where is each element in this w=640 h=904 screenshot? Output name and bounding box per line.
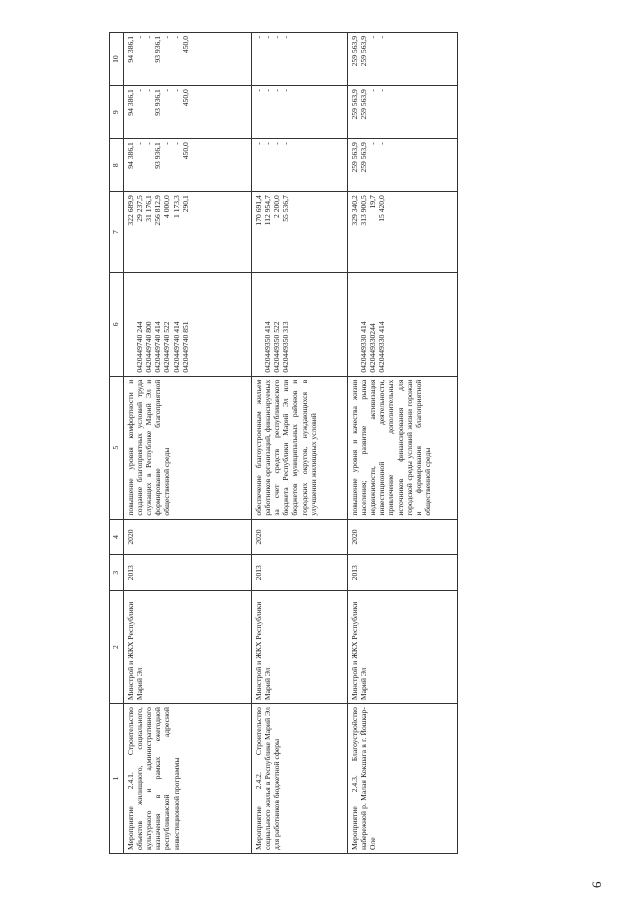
amount-col8: - [368, 142, 378, 145]
budget-code [254, 276, 263, 373]
amount-col10: 450,0 [180, 36, 190, 54]
budget-code-cell [348, 272, 458, 376]
start-year: 2013 [124, 555, 252, 591]
amount-total: 31 176,1 [144, 195, 154, 222]
start-year: 2013 [348, 555, 458, 591]
budget-code: 0420449740 244 [135, 321, 145, 373]
amount-col9: 94 386,1 [126, 89, 135, 116]
amount-col8: 93 936,1 [153, 142, 163, 169]
program-table [109, 32, 458, 854]
amount-total: 29 237,5 [135, 195, 145, 222]
table-row [124, 33, 252, 854]
budget-code: 0420449740 800 [144, 321, 154, 373]
col-header-3: 3 [110, 555, 124, 591]
amount-col9: - [135, 89, 145, 92]
amount-col8-cell [348, 139, 458, 192]
end-year: 2020 [252, 519, 348, 555]
start-year: 2013 [252, 555, 348, 591]
amount-total: 112 954,7 [263, 195, 273, 226]
amount-col9: - [281, 89, 291, 92]
expected-result: обеспечение благоустроенным жильем работников организаций, финансируемых за счет средств республиканского бюджета Республики Марий Эл или бюджетов муниципальных районов и городских округов, нуждающихся в улучшении жилищных условий [252, 376, 348, 519]
measure-title: Мероприятие 2.4.2. Строительство социального жилья в Республике Марий Эл для работников бюджетной сферы [252, 704, 348, 854]
amount-col9-cell [252, 86, 348, 139]
amount-col9: 450,0 [180, 89, 190, 107]
expected-result: повышение уровня комфортности и создание благоприятных условий труда служащих в Республике Марий Эл и формирование благоприятной общественной среды [124, 376, 252, 519]
amount-col8: - [144, 142, 154, 145]
col-header-7: 7 [110, 192, 124, 273]
amount-col10: - [144, 36, 154, 39]
amount-col8-cell [124, 139, 252, 192]
budget-code: 0420449740 414 [153, 321, 163, 373]
amount-total: 55 536,7 [281, 195, 291, 222]
amount-col9-cell [348, 86, 458, 139]
amount-total: 170 691,4 [254, 195, 263, 226]
budget-code: 0420449740 414 [171, 321, 181, 373]
amount-col10: - [272, 36, 282, 39]
budget-code: 0420449330244 [368, 323, 378, 373]
col-header-6: 6 [110, 272, 124, 376]
amount-col10: - [263, 36, 273, 39]
header-row [110, 33, 124, 854]
amount-total: 19,7 [368, 195, 378, 209]
amount-col9: 93 936,1 [153, 89, 163, 116]
amount-col8: 450,0 [180, 142, 190, 160]
budget-code: 0420449330 414 [377, 321, 387, 373]
budget-code-cell [252, 272, 348, 376]
end-year: 2020 [124, 519, 252, 555]
amount-total-cell [124, 192, 252, 273]
measure-title: Мероприятие 2.4.3. Благоустройство набережной р. Малая Кокшага в г. Йошкар-Оле [348, 704, 458, 854]
budget-code: 0420449350 414 [263, 321, 273, 373]
col-header-2: 2 [110, 591, 124, 704]
amount-col9: - [272, 89, 282, 92]
amount-col8: 94 386,1 [126, 142, 135, 169]
table-row [252, 33, 348, 854]
amount-col8: - [281, 142, 291, 145]
col-header-10: 10 [110, 33, 124, 86]
executor: Минстрой и ЖКХ Республики Марий Эл [348, 591, 458, 704]
executor: Минстрой и ЖКХ Республики Марий Эл [124, 591, 252, 704]
expected-result: повышение уровня и качества жизни населения; развитие рынка недвижимости, активизация инвестиционной деятельности, привлечение дополнительных источников финансирования для городской среды условий жизни горожан и формирования благоприятной общественной среды [348, 376, 458, 519]
amount-col8: 259 563,9 [359, 142, 369, 173]
amount-col8: - [272, 142, 282, 145]
amount-total: 329 340,2 [350, 195, 359, 226]
amount-total: 290,1 [180, 195, 190, 213]
amount-col10-cell [348, 33, 458, 86]
amount-total-cell [252, 192, 348, 273]
table-row [348, 33, 458, 854]
col-header-5: 5 [110, 376, 124, 519]
amount-col8: - [377, 142, 387, 145]
col-header-9: 9 [110, 86, 124, 139]
budget-code: 0420449740 522 [162, 321, 172, 373]
amount-col9: - [162, 89, 172, 92]
col-header-1: 1 [110, 704, 124, 854]
amount-total: 1 173,3 [171, 195, 181, 218]
amount-col9-cell [124, 86, 252, 139]
amount-col10: 259 563,9 [350, 36, 359, 67]
amount-col8-cell [252, 139, 348, 192]
amount-col9: 259 563,9 [350, 89, 359, 120]
amount-total: 322 689,9 [126, 195, 135, 226]
executor: Минстрой и ЖКХ Республики Марий Эл [252, 591, 348, 704]
amount-col10: - [162, 36, 172, 39]
budget-code [126, 276, 135, 373]
amount-col9: - [263, 89, 273, 92]
amount-col8: - [162, 142, 172, 145]
measure-title: Мероприятие 2.4.1. Строительство объектов жилищного, социального, культурного и административного назначения в рамках ежегодной республиканской адресной инвестиционной программы [124, 704, 252, 854]
amount-col8: - [135, 142, 145, 145]
amount-total: 313 900,5 [359, 195, 369, 226]
amount-col10: - [171, 36, 181, 39]
amount-col9: - [144, 89, 154, 92]
amount-col9: - [171, 89, 181, 92]
amount-col10-cell [124, 33, 252, 86]
amount-total: 2 200,0 [272, 195, 282, 218]
amount-col10: - [135, 36, 145, 39]
amount-col9: - [368, 89, 378, 92]
col-header-4: 4 [110, 519, 124, 555]
amount-col10: - [254, 36, 263, 39]
amount-total: 15 420,0 [377, 195, 387, 222]
budget-code: 0420449350 313 [281, 321, 291, 373]
budget-code: 0420449350 522 [272, 321, 282, 373]
end-year: 2020 [348, 519, 458, 555]
page-number: 6 [589, 881, 604, 888]
amount-col10: 93 936,1 [153, 36, 163, 63]
col-header-8: 8 [110, 139, 124, 192]
amount-col10-cell [252, 33, 348, 86]
amount-col10: 94 386,1 [126, 36, 135, 63]
amount-total: 256 812,9 [153, 195, 163, 226]
budget-code [350, 276, 359, 373]
amount-col10: 259 563,9 [359, 36, 369, 67]
budget-code: 0420449740 851 [180, 321, 190, 373]
amount-total-cell [348, 192, 458, 273]
amount-col9: 259 563,9 [359, 89, 369, 120]
budget-code-cell [124, 272, 252, 376]
amount-col8: - [254, 142, 263, 145]
amount-col8: 259 563,9 [350, 142, 359, 173]
amount-total: 4 000,0 [162, 195, 172, 218]
amount-col8: - [171, 142, 181, 145]
budget-code: 0420449330 414 [359, 321, 369, 373]
amount-col8: - [263, 142, 273, 145]
amount-col9: - [254, 89, 263, 92]
amount-col9: - [377, 89, 387, 92]
amount-col10: - [281, 36, 291, 39]
amount-col10: - [368, 36, 378, 39]
amount-col10: - [377, 36, 387, 39]
